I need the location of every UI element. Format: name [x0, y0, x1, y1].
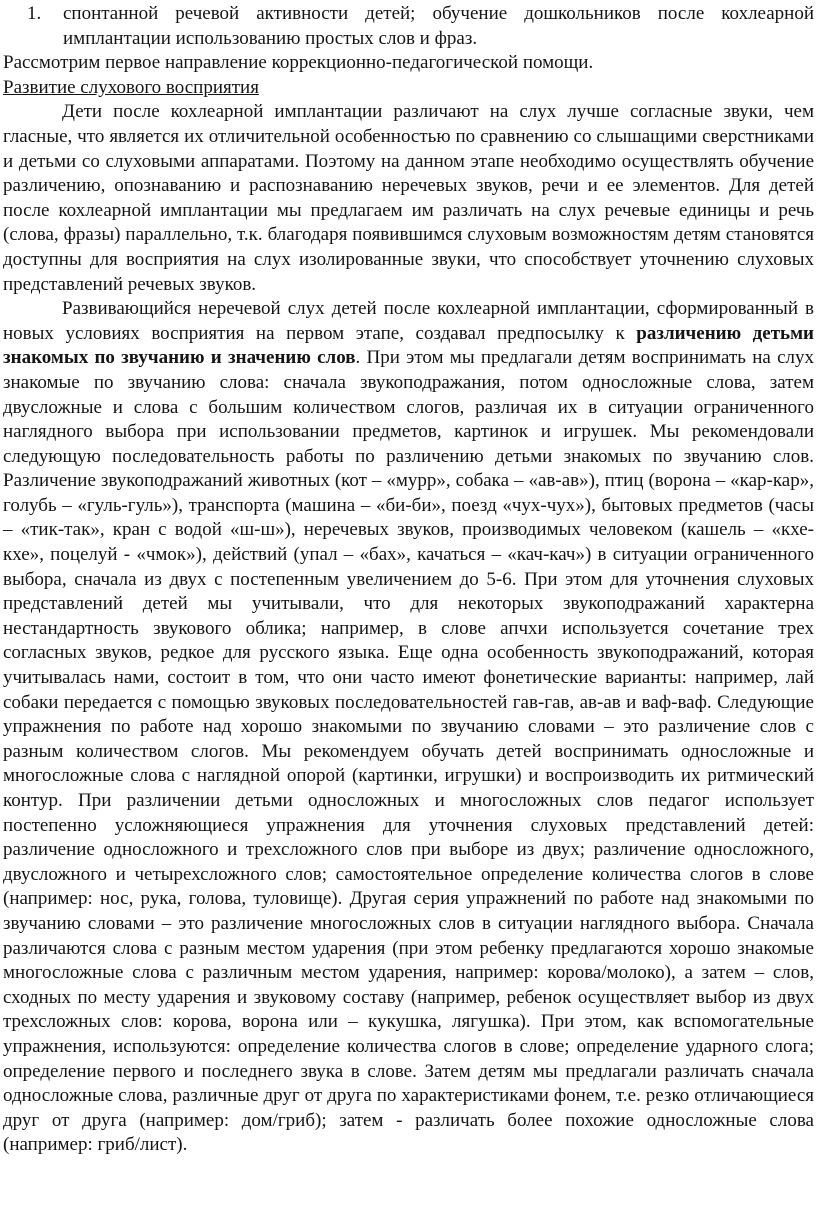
- paragraph-2-start: Развивающийся неречевой слух детей после кохлеарной имплантации, сформированный в новых условиях восприятия на первом этапе, создавал предпосылку к: [3, 298, 814, 344]
- paragraph-2-bold-phrase: различению детьми знакомых по звучанию и значению слов: [3, 322, 814, 369]
- paragraph-1: Дети после кохлеарной имплантации различают на слух лучше согласные звуки, чем гласные, что является их отличительной особенностью по сравнению со слышащими сверстниками и детьми со слуховыми аппаратами. Поэтому на данном этапе необходимо осуществлять обучение различению, опознаванию и распознаванию неречевых звуков, речи и ее элементов. Для детей после кохлеарной имплантации мы предлагаем им различать на слух речевые единицы и речь (слова, фразы) параллельно, т.к. благодаря появившимся слуховым возможностям детям становятся доступны для восприятия на слух изолированные звуки, что способствует уточнению слуховых представлений речевых звуков.: [3, 101, 814, 295]
- list-item: [3, 2, 814, 51]
- paragraph-2-rest: . При этом мы предлагали детям воспринимать на слух знакомые по звучанию слова: сначала звукоподражания, потом односложные слова, затем двусложные и слова с большим количеством слогов, различая их в ситуации ограниченного наглядного выбора при использовании предметов, картинок и игрушек. Мы рекомендовали следующую последовательность работы по различению детьми знакомых по звучанию слов. Различение звукоподражаний животных (кот – «мурр», собака – «ав-ав»), птиц (ворона – «кар-кар», голубь – «гуль-гуль»), транспорта (машина – «би-би», поезд «чух-чух»), бытовых предметов (часы – «тик-так», кран с водой «ш-ш»), неречевых звуков, производимых человеком (кашель – «кхе-кхе», поцелуй - «чмок»), действий (упал – «бах», качаться – «кач-кач») в ситуации ограниченного выбора, сначала из двух с постепенным увеличением до 5-6. При этом для уточнения слуховых представлений детей мы учитывали, что для некоторых звукоподражаний характерна нестандартность звукового облика; например, в слове апчхи используется сочетание трех согласных звуков, редкое для русского языка. Еще одна особенность звукоподражаний, которая учитывалась нами, состоит в том, что они часто имеют фонетические варианты: например, лай собаки передается с помощью звуковых последовательностей гав-гав, ав-ав и ваф-ваф. Следующие упражнения по работе над хорошо знакомыми по звучанию словами – это различение слов с разным количеством слогов. Мы рекомендуем обучать детей воспринимать односложные и многосложные слова с наглядной опорой (картинки, игрушки) и воспроизводить их ритмический контур. При различении детьми односложных и многосложных слов педагог использует постепенно усложняющиеся упражнения для уточнения слуховых представлений детей: различение односложного и трехсложного слов при выборе из двух; различение односложного, двусложного и четырехсложного слов; самостоятельное определение количества слогов в слове (например: нос, рука, голова, туловище). Другая серия упражнений по работе над знакомыми по звучанию словами – это различение многосложных слов в ситуации наглядного выбора. Сначала различаются слова с разным местом ударения (при этом ребенку предлагаются хорошо знакомые многосложные слова с различным местом ударения, например: корова/молоко), а затем – слов, сходных по месту ударения и звуковому составу (например, ребенок осуществляет выбор из двух трехсложных слов: корова, ворона или – кукушка, лягушка). При этом, как вспомогательные упражнения, используются: определение количества слогов в слове; определение ударного слога; определение первого и последнего звука в слове. Затем детям мы предлагали различать сначала односложные слова, различные друг от друга по характеристиками фонем, т.е. резко отличающиеся друг от друга (например: дом/гриб); затем - различать более похожие односложные слова (например: гриб/лист).: [3, 347, 814, 1156]
- intro-line: Рассмотрим первое направление коррекционно-педагогической помощи.: [3, 52, 594, 74]
- section-heading: Развитие слухового восприятия: [3, 76, 259, 98]
- paragraph-2: [3, 297, 814, 1158]
- list-number: 1.: [27, 3, 42, 24]
- list-item-text: спонтанной речевой активности детей; обучение дошкольников после кохлеарной имплантации использованию простых слов и фраз.: [63, 3, 814, 49]
